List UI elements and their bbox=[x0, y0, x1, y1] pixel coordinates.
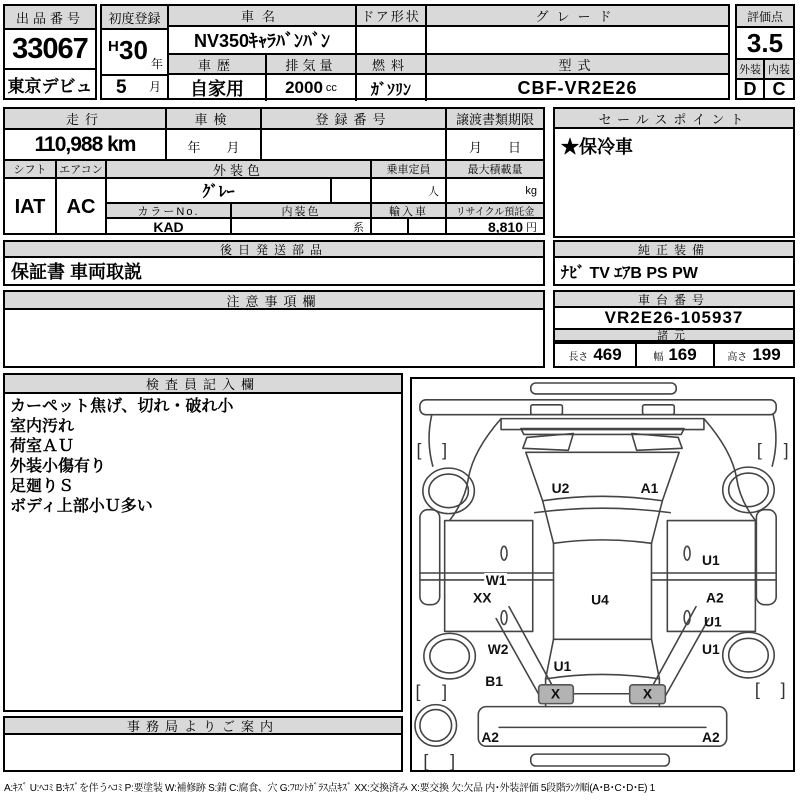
sales-point-box bbox=[553, 107, 795, 238]
office-box bbox=[3, 716, 403, 772]
first-reg-month-cell bbox=[102, 76, 167, 98]
front-plate-strip bbox=[531, 383, 676, 394]
rocker-strip-left bbox=[420, 510, 440, 605]
later-parts-value: 保証書 車両取説 bbox=[11, 262, 143, 282]
first-reg-month: 5 bbox=[116, 77, 127, 98]
shift-value: IAT bbox=[14, 195, 46, 218]
shift-label: シフト bbox=[5, 161, 55, 179]
wheel-front-left-inner bbox=[429, 474, 469, 508]
vehicle-header-table bbox=[100, 4, 730, 100]
import-car-cell-2 bbox=[409, 219, 447, 235]
fuel-label: 燃料 bbox=[357, 55, 427, 75]
chassis-no-label: 車台番号 bbox=[555, 292, 793, 308]
mileage-value: 110,988 km bbox=[5, 130, 167, 161]
reg-no-value bbox=[262, 130, 447, 161]
bracket-mark: [ bbox=[754, 679, 760, 700]
a-pillar-right bbox=[651, 501, 662, 544]
reg-no-label: 登録番号 bbox=[262, 109, 447, 130]
exterior-grade: D bbox=[737, 80, 765, 98]
damage-mark-u1: U1 bbox=[553, 657, 572, 674]
vehicle-header-right bbox=[169, 6, 728, 98]
shaken-label: 車検 bbox=[167, 109, 262, 130]
spec-length-value: 469 bbox=[593, 345, 622, 364]
spare-tire-inner bbox=[420, 710, 452, 742]
chassis-no-value: VR2E26-105937 bbox=[604, 308, 744, 327]
damage-mark-u1: U1 bbox=[702, 552, 720, 569]
car-name-label: 車名 bbox=[169, 6, 357, 27]
door-handle bbox=[501, 611, 507, 625]
first-reg-year: 30 bbox=[119, 35, 148, 65]
door-shape-label: ドア形状 bbox=[357, 6, 427, 27]
max-load-cell bbox=[447, 179, 543, 204]
damage-mark-u1: U1 bbox=[702, 641, 720, 658]
equipment-value: ﾅﾋﾞ TV ｴｱB PS PW bbox=[561, 264, 698, 282]
damage-mark-a2: A2 bbox=[705, 589, 724, 606]
hood-edge bbox=[535, 508, 671, 512]
displacement-unit: cc bbox=[325, 82, 337, 94]
car-name-value: NV350ｷｬﾗﾊﾞﾝﾊﾞﾝ bbox=[169, 27, 357, 55]
auction-no-value: 33067 bbox=[12, 32, 88, 65]
bracket-mark: ] bbox=[783, 440, 789, 461]
inspector-box bbox=[3, 373, 403, 712]
bracket-mark: ] bbox=[780, 679, 786, 700]
grade-label: グレード bbox=[427, 6, 728, 27]
first-reg-label: 初度登録 bbox=[102, 6, 167, 30]
damage-mark-xx: XX bbox=[473, 589, 492, 606]
score-value: 3.5 bbox=[746, 27, 784, 58]
damage-diagram-box bbox=[410, 377, 795, 772]
displacement-cell bbox=[267, 75, 357, 101]
inspector-note-line: 足廻りＳ bbox=[10, 478, 75, 495]
fender-edge-right bbox=[772, 415, 776, 466]
auction-venue: 東京デビュ bbox=[5, 68, 95, 98]
ext-color-extra-cell bbox=[332, 179, 372, 204]
bracket-mark: [ bbox=[423, 750, 429, 770]
spare-tire bbox=[415, 705, 457, 747]
wheel-rear-right bbox=[723, 632, 774, 678]
bracket-mark: [ bbox=[415, 681, 421, 702]
front-lamp-right bbox=[643, 405, 675, 415]
office-label: 事務局よりご案内 bbox=[5, 718, 401, 735]
rocker-strip-right bbox=[756, 510, 776, 605]
bracket-mark: [ bbox=[416, 440, 422, 461]
auction-no-box bbox=[3, 4, 97, 100]
inspector-notes bbox=[5, 394, 401, 520]
shaken-value: 年 月 bbox=[167, 130, 262, 161]
spec-height-cell bbox=[715, 344, 793, 366]
score-box bbox=[735, 4, 795, 100]
recycle-value: 8,810 bbox=[487, 219, 523, 235]
bracket-mark: ] bbox=[442, 440, 448, 461]
int-color-cell bbox=[232, 219, 372, 235]
max-load-label: 最大積載量 bbox=[447, 161, 543, 179]
damage-mark-w2: W2 bbox=[487, 641, 509, 658]
inspector-note-line: カーペット焦げ、切れ・破れ小 bbox=[10, 398, 234, 415]
damage-mark-w1: W1 bbox=[485, 571, 507, 588]
model-code-value: CBF-VR2E26 bbox=[517, 77, 638, 98]
front-bumper bbox=[420, 400, 776, 415]
roof-panel bbox=[554, 540, 652, 639]
history-value: 自家用 bbox=[169, 75, 267, 101]
liftgate-panel bbox=[478, 707, 726, 747]
car-diagram bbox=[412, 379, 793, 770]
color-block bbox=[107, 161, 543, 235]
inspector-label: 検査員記入欄 bbox=[5, 375, 401, 394]
spec-height-label: 高さ bbox=[727, 351, 748, 363]
import-car-label: 輸入車 bbox=[372, 204, 447, 219]
damage-mark-u2: U2 bbox=[551, 479, 570, 496]
aircon-label: エアコン bbox=[57, 161, 105, 179]
displacement-value: 2000 bbox=[285, 78, 323, 97]
recycle-unit: 円 bbox=[526, 222, 537, 234]
wheel-rear-left bbox=[424, 633, 475, 679]
int-color-unit: 系 bbox=[353, 222, 364, 234]
door-seam-right bbox=[651, 573, 776, 580]
fuel-value: ｶﾞｿﾘﾝ bbox=[357, 75, 427, 101]
bracket-mark: [ bbox=[756, 440, 762, 461]
later-parts-box bbox=[3, 240, 545, 286]
score-label: 評価点 bbox=[737, 6, 793, 28]
capacity-unit: 人 bbox=[428, 185, 439, 198]
sales-point-label: セールスポイント bbox=[555, 109, 793, 129]
interior-grade: C bbox=[772, 80, 786, 98]
spec-width-value: 169 bbox=[668, 345, 697, 364]
interior-label: 内装 bbox=[765, 60, 793, 78]
caution-box bbox=[3, 290, 545, 368]
shift-column bbox=[5, 161, 57, 235]
door-handle bbox=[684, 546, 690, 560]
spec-width-cell bbox=[637, 344, 715, 366]
equipment-label: 純正装備 bbox=[555, 242, 793, 258]
wheel-rear-left-inner bbox=[430, 639, 470, 673]
color-no-value: KAD bbox=[107, 219, 232, 235]
recycle-label: リサイクル預託金 bbox=[447, 204, 543, 219]
legend-text: A:ｷｽﾞ U:ﾍｺﾐ B:ｷｽﾞを伴うﾍｺﾐ P:要塗装 W:補修跡 S:錆 C:腐食、穴 G:ﾌﾛﾝﾄｶﾞﾗｽ点ｷｽﾞ XX:交換済み X:要交換 欠:欠品 内･外装評価 5段階ﾗﾝｸ順(A･B･C･D･E) 1 bbox=[4, 783, 655, 794]
capacity-label: 乗車定員 bbox=[372, 161, 447, 179]
chassis-specs-box bbox=[553, 290, 795, 368]
first-reg-month-unit: 月 bbox=[148, 80, 161, 94]
max-load-unit: kg bbox=[525, 184, 537, 197]
damage-mark-x: X bbox=[550, 685, 561, 702]
bracket-mark: ] bbox=[450, 750, 456, 770]
capacity-cell bbox=[372, 179, 447, 204]
equipment-box bbox=[553, 240, 795, 286]
door-handle bbox=[501, 546, 507, 560]
damage-mark-b1: B1 bbox=[485, 672, 503, 689]
deadline-label: 譲渡書類期限 bbox=[447, 109, 543, 130]
first-reg-column bbox=[102, 6, 169, 98]
damage-mark-a2: A2 bbox=[481, 729, 500, 746]
vent-right bbox=[632, 433, 682, 450]
fender-edge-left bbox=[429, 415, 433, 466]
wheel-front-right bbox=[723, 467, 774, 513]
sales-point-value: ★保冷車 bbox=[561, 137, 633, 157]
recycle-cell bbox=[447, 219, 543, 235]
spec-length-cell bbox=[555, 344, 637, 366]
import-car-cell-1 bbox=[372, 219, 409, 235]
auction-no-label: 出品番号 bbox=[5, 6, 95, 30]
first-reg-year-cell bbox=[102, 30, 167, 76]
wheel-front-left bbox=[423, 468, 474, 514]
displacement-label: 排気量 bbox=[267, 55, 357, 75]
inspector-note-line: 外装小傷有り bbox=[10, 458, 107, 475]
a-pillar-left bbox=[543, 501, 554, 544]
specs-label: 諸元 bbox=[555, 328, 793, 342]
ext-color-label: 外装色 bbox=[107, 161, 372, 179]
spec-length-label: 長さ bbox=[568, 351, 589, 363]
later-parts-label: 後日発送部品 bbox=[5, 242, 543, 258]
inspector-note-line: ボディ上部小Ｕ多い bbox=[10, 498, 153, 515]
spec-width-label: 幅 bbox=[653, 351, 664, 363]
int-color-label: 内装色 bbox=[232, 204, 372, 219]
damage-mark-u1: U1 bbox=[703, 613, 722, 630]
door-shape-value bbox=[357, 27, 427, 55]
mileage-label: 走行 bbox=[5, 109, 167, 130]
damage-mark-a2: A2 bbox=[702, 729, 720, 746]
front-lamp-left bbox=[531, 405, 563, 415]
model-code-label: 型式 bbox=[427, 55, 728, 75]
spec-height-value: 199 bbox=[752, 345, 781, 364]
condition-table bbox=[3, 107, 545, 235]
aircon-column bbox=[57, 161, 107, 235]
deadline-value: 月 日 bbox=[447, 130, 543, 161]
damage-mark-x: X bbox=[642, 685, 653, 702]
color-no-label: カラーNo. bbox=[107, 204, 232, 219]
bracket-mark: ] bbox=[442, 681, 448, 702]
rear-bumper bbox=[531, 754, 670, 766]
inspector-note-line: 荷室ＡＵ bbox=[10, 438, 75, 455]
first-reg-era: H bbox=[108, 38, 119, 55]
history-label: 車歴 bbox=[169, 55, 267, 75]
damage-mark-a1: A1 bbox=[640, 479, 659, 496]
ext-color-value: ｸﾞﾚｰ bbox=[107, 179, 332, 204]
inspector-note-line: 室内汚れ bbox=[10, 418, 75, 435]
grade-value bbox=[427, 27, 728, 55]
exterior-label: 外装 bbox=[737, 60, 765, 78]
wheel-front-right-inner bbox=[729, 473, 769, 507]
damage-mark-u4: U4 bbox=[591, 591, 609, 608]
vent-left bbox=[523, 433, 573, 450]
aircon-value: AC bbox=[66, 195, 96, 218]
caution-label: 注意事項欄 bbox=[5, 292, 543, 310]
wheel-rear-right-inner bbox=[729, 638, 769, 672]
first-reg-year-unit: 年 bbox=[150, 57, 163, 71]
